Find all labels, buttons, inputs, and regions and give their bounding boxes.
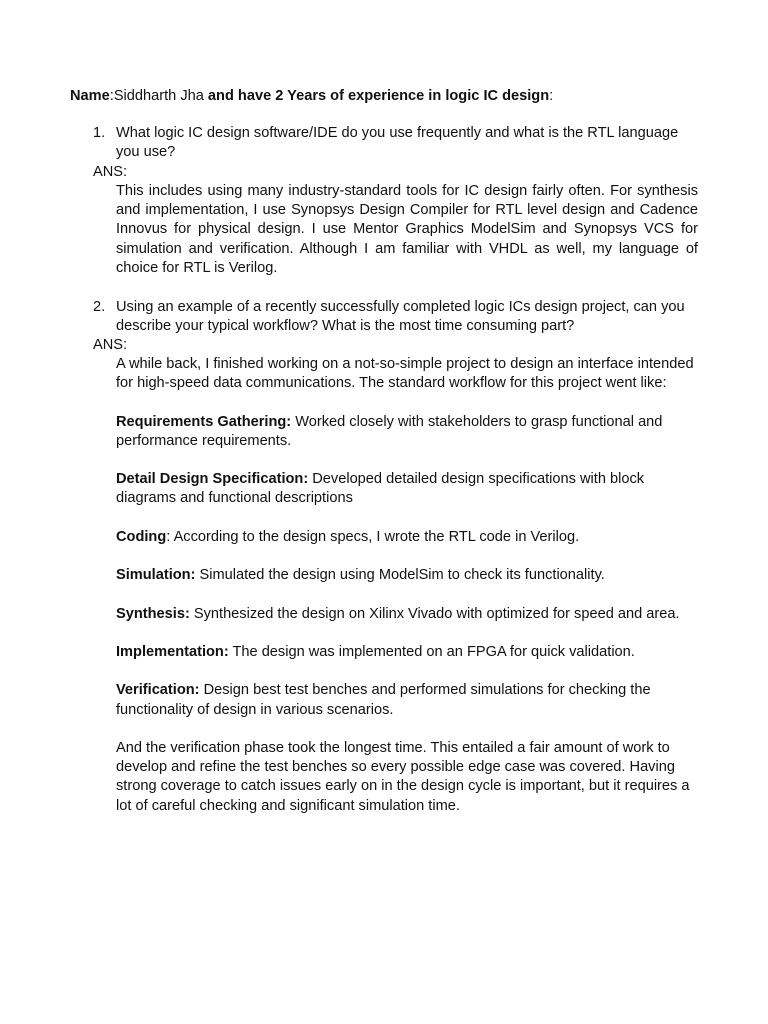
workflow-step <box>116 643 698 662</box>
question-1-number: 1. <box>93 125 106 141</box>
answer-2-conclusion: And the verification phase took the longest time. This entailed a fair amount of work to develop and refine the test benches so every possible edge case was covered. Having strong coverage to catch issues early on in the design cycle is important, but it requires a lot of careful checking and significant simulation time. <box>116 739 690 814</box>
workflow-step-text: : According to the design specs, I wrote the RTL code in Verilog. <box>166 528 580 545</box>
workflow-step <box>116 605 698 624</box>
workflow-step-title: Verification: <box>116 682 200 699</box>
question-2-text: Using an example of a recently successfully completed logic ICs design project, can you describe your typical workflow? What is the most time consuming part? <box>116 299 685 335</box>
workflow-step-title: Detail Design Specification: <box>116 471 309 488</box>
workflow-step-title: Requirements Gathering: <box>116 413 292 430</box>
workflow-step-title: Synthesis: <box>116 605 190 622</box>
answer-1-text: This includes using many industry-standard tools for IC design fairly often. For synthesis and implementation, I use Synopsys Design Compiler for RTL level design and Cadence Innovus for physical design. I use Mentor Graphics ModelSim and Synopsys VCS for simulation and verification. Although I am familiar with VHDL as well, my language of choice for RTL is Verilog. <box>116 183 698 276</box>
answer-2-intro: A while back, I finished working on a not-so-simple project to design an interface intended for high-speed data communications. The standard workflow for this project went like: <box>116 356 694 392</box>
workflow-step-text: The design was implemented on an FPGA for quick validation. <box>228 643 635 660</box>
question-1 <box>93 124 703 162</box>
question-1-text: What logic IC design software/IDE do you use frequently and what is the RTL language you use? <box>116 125 679 161</box>
workflow-step <box>116 470 698 508</box>
workflow-step-text: Synthesized the design on Xilinx Vivado with optimized for speed and area. <box>189 605 680 622</box>
workflow-step <box>116 681 698 719</box>
answer-1-label: ANS: <box>93 164 128 180</box>
workflow-step-text: Simulated the design using ModelSim to check its functionality. <box>195 567 605 584</box>
workflow-step <box>116 528 698 547</box>
workflow-step-text: Developed detailed design specifications with block diagrams and functional descriptions <box>116 471 645 507</box>
header-end-colon: : <box>549 88 554 104</box>
header-line <box>70 87 553 106</box>
workflow-step-title: Coding <box>116 528 167 545</box>
workflow-step-title: Simulation: <box>116 567 196 584</box>
name-value: Siddharth Jha <box>113 88 204 104</box>
name-label: Name <box>70 88 110 104</box>
question-2 <box>93 298 703 336</box>
workflow-step <box>116 566 698 585</box>
answer-2-label: ANS: <box>93 337 128 353</box>
question-2-number: 2. <box>93 299 106 315</box>
answer-2-body <box>116 355 698 816</box>
workflow-step-text: Design best test benches and performed simulations for checking the functionality of design in various scenarios. <box>116 682 651 718</box>
workflow-step <box>116 413 698 451</box>
experience-statement: and have 2 Years of experience in logic IC design <box>203 88 550 104</box>
workflow-step-title: Implementation: <box>116 643 229 660</box>
name-separator: : <box>109 88 114 104</box>
workflow-step-text: Worked closely with stakeholders to grasp functional and performance requirements. <box>116 413 663 449</box>
